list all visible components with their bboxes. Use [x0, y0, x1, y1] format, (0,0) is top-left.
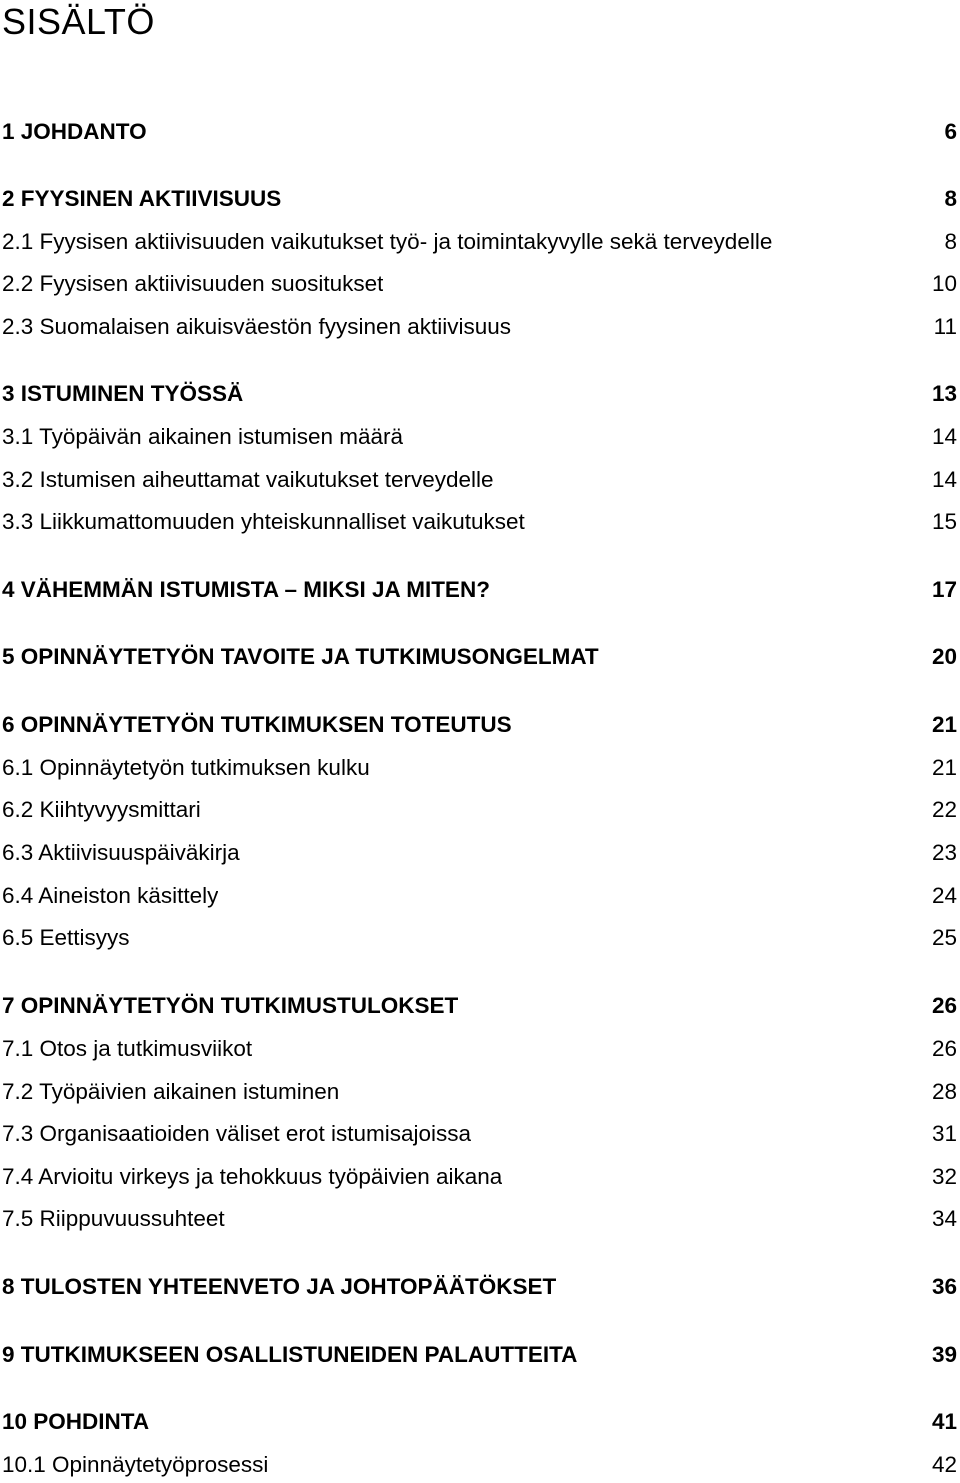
toc-entry-page-number: 8 [944, 186, 957, 211]
toc-entry-label: 3.1 Työpäivän aikainen istumisen määrä [2, 424, 404, 449]
toc-section-row[interactable] [2, 508, 957, 536]
toc-section-row[interactable] [2, 228, 957, 256]
toc-chapter-row[interactable] [2, 1341, 957, 1369]
toc-entry-page-number: 22 [931, 797, 957, 822]
toc-section-row[interactable] [2, 270, 957, 298]
toc-entry-label: 3.3 Liikkumattomuuden yhteiskunnalliset vaikutukset [2, 509, 525, 534]
toc-entry-label: 2 FYYSINEN AKTIIVISUUS [2, 186, 282, 211]
toc-section-row[interactable] [2, 796, 957, 824]
toc-entry-page-number: 28 [931, 1079, 957, 1104]
toc-entry-label: 4 VÄHEMMÄN ISTUMISTA – MIKSI JA MITEN? [2, 577, 490, 602]
toc-entry-page-number: 26 [931, 1036, 957, 1061]
toc-entry-label: 7.4 Arvioitu virkeys ja tehokkuus työpäivien aikana [2, 1164, 503, 1189]
toc-chapter-row[interactable] [2, 1408, 957, 1436]
toc-entry-page-number: 14 [931, 424, 957, 449]
toc-entry-page-number: 31 [931, 1121, 957, 1146]
toc-entry-label: 6.4 Aineiston käsittely [2, 883, 219, 908]
toc-entry-label: 7 OPINNÄYTETYÖN TUTKIMUSTULOKSET [2, 993, 459, 1018]
toc-entry-page-number: 24 [931, 883, 957, 908]
toc-entry-page-number: 34 [931, 1206, 957, 1231]
toc-section-row[interactable] [2, 1163, 957, 1191]
toc-entry-page-number: 21 [931, 755, 957, 780]
toc-entry-page-number: 39 [931, 1342, 957, 1367]
toc-entry-page-number: 41 [931, 1409, 957, 1434]
toc-entry-label: 3.2 Istumisen aiheuttamat vaikutukset terveydelle [2, 467, 494, 492]
toc-chapter-row[interactable] [2, 380, 957, 408]
toc-entry-label: 1 JOHDANTO [2, 119, 147, 144]
toc-entry-page-number: 17 [931, 577, 957, 602]
toc-entry-label: 6.2 Kiihtyvyysmittari [2, 797, 201, 822]
toc-section-row[interactable] [2, 423, 957, 451]
toc-entry-label: 6.1 Opinnäytetyön tutkimuksen kulku [2, 755, 370, 780]
toc-section-row[interactable] [2, 466, 957, 494]
toc-entry-page-number: 6 [944, 119, 957, 144]
toc-section-row[interactable] [2, 1078, 957, 1106]
toc-entry-page-number: 32 [931, 1164, 957, 1189]
toc-entry-label: 3 ISTUMINEN TYÖSSÄ [2, 381, 244, 406]
toc-entry-label: 10 POHDINTA [2, 1409, 150, 1434]
toc-chapter-row[interactable] [2, 1273, 957, 1301]
toc-entry-page-number: 36 [931, 1274, 957, 1299]
toc-entry-page-number: 21 [931, 712, 957, 737]
toc-entry-page-number: 26 [931, 993, 957, 1018]
toc-entry-label: 7.5 Riippuvuussuhteet [2, 1206, 225, 1231]
toc-entry-label: 7.2 Työpäivien aikainen istuminen [2, 1079, 340, 1104]
toc-entry-label: 2.3 Suomalaisen aikuisväestön fyysinen aktiivisuus [2, 314, 512, 339]
toc-entry-page-number: 13 [931, 381, 957, 406]
toc-section-row[interactable] [2, 1120, 957, 1148]
toc-entry-page-number: 14 [931, 467, 957, 492]
toc-entry-label: 6 OPINNÄYTETYÖN TUTKIMUKSEN TOTEUTUS [2, 712, 512, 737]
toc-entry-label: 2.2 Fyysisen aktiivisuuden suositukset [2, 271, 384, 296]
toc-entry-page-number: 8 [944, 229, 957, 254]
toc-chapter-row[interactable] [2, 118, 957, 146]
toc-entry-label: 6.5 Eettisyys [2, 925, 130, 950]
toc-entry-page-number: 10 [931, 271, 957, 296]
toc-chapter-row[interactable] [2, 992, 957, 1020]
toc-chapter-row[interactable] [2, 711, 957, 739]
toc-entry-page-number: 11 [933, 314, 957, 339]
toc-section-row[interactable] [2, 1035, 957, 1063]
toc-section-row[interactable] [2, 882, 957, 910]
toc-entry-page-number: 15 [931, 509, 957, 534]
toc-entry-label: 10.1 Opinnäytetyöprosessi [2, 1452, 269, 1477]
toc-entry-label: 5 OPINNÄYTETYÖN TAVOITE JA TUTKIMUSONGELMAT [2, 644, 599, 669]
toc-entry-label: 7.1 Otos ja tutkimusviikot [2, 1036, 253, 1061]
toc-entry-page-number: 23 [931, 840, 957, 865]
toc-chapter-row[interactable] [2, 576, 957, 604]
toc-section-row[interactable] [2, 313, 957, 341]
toc-section-row[interactable] [2, 754, 957, 782]
toc-entry-page-number: 42 [931, 1452, 957, 1477]
toc-entry-label: 6.3 Aktiivisuuspäiväkirja [2, 840, 240, 865]
toc-section-row[interactable] [2, 839, 957, 867]
toc-entry-label: 2.1 Fyysisen aktiivisuuden vaikutukset työ- ja toimintakyvylle sekä terveydelle [2, 229, 773, 254]
toc-chapter-row[interactable] [2, 643, 957, 671]
toc-section-row[interactable] [2, 924, 957, 952]
toc-entry-page-number: 20 [931, 644, 957, 669]
toc-entry-label: 9 TUTKIMUKSEEN OSALLISTUNEIDEN PALAUTTEITA [2, 1342, 578, 1367]
toc-entry-label: 7.3 Organisaatioiden väliset erot istumisajoissa [2, 1121, 471, 1146]
toc-chapter-row[interactable] [2, 185, 957, 213]
toc-section-row[interactable] [2, 1451, 957, 1479]
toc-section-row[interactable] [2, 1205, 957, 1233]
toc-title: SISÄLTÖ [2, 1, 155, 42]
toc-entry-page-number: 25 [931, 925, 957, 950]
toc-entry-label: 8 TULOSTEN YHTEENVETO JA JOHTOPÄÄTÖKSET [2, 1274, 557, 1299]
